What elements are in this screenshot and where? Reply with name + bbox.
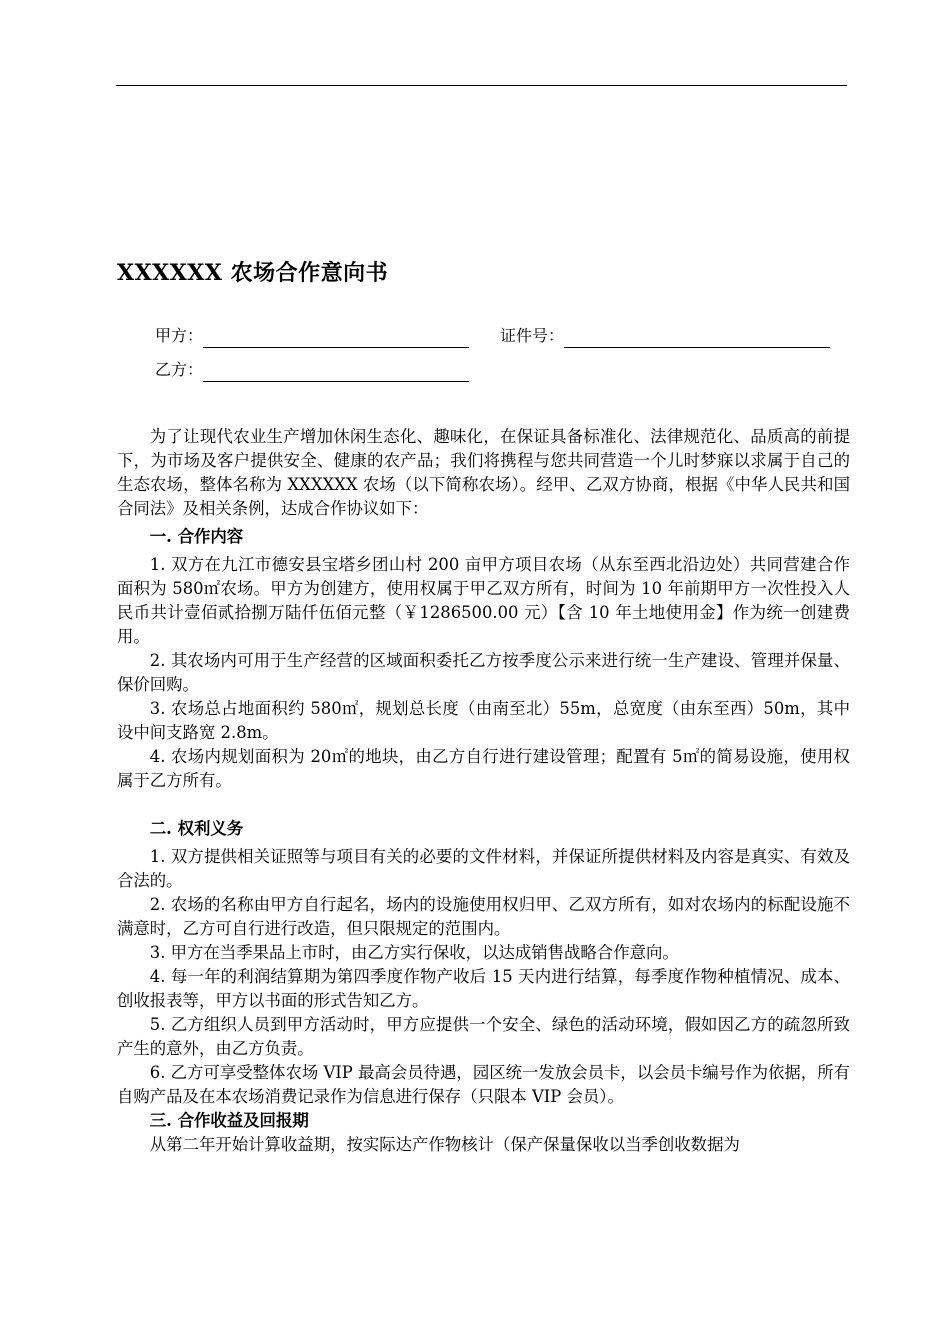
party-b-row [155, 358, 469, 382]
party-b-field[interactable] [203, 363, 469, 382]
section-3-heading: 三. 合作收益及回报期 [149, 1111, 309, 1130]
section-2-item: 4. 每一年的利润结算期为第四季度作物产收后 15 天内进行结算，每季度作物种植情况、成本、创收报表等，甲方以书面的形式告知乙方。 [117, 967, 850, 1010]
intro-paragraph: 为了让现代农业生产增加休闲生态化、趣味化，在保证具备标准化、法律规范化、品质高的前提下，为市场及客户提供安全、健康的农产品；我们将携程与您共同营造一个儿时梦寐以求属于自己的生态农场，整体名称为 XXXXXX 农场（以下简称农场）。经甲、乙双方协商，根据《中华人民共和国合同法》及相关条例，达成合作协议如下： [117, 427, 850, 518]
section-1-heading: 一. 合作内容 [149, 527, 244, 546]
section-2-item: 5. 乙方组织人员到甲方活动时，甲方应提供一个安全、绿色的活动环境，假如因乙方的疏忽所致产生的意外，由乙方负责。 [117, 1015, 850, 1058]
section-2-item: 6. 乙方可享受整体农场 VIP 最高会员待遇，园区统一发放会员卡，以会员卡编号作为依据，所有自购产品及在本农场消费记录作为信息进行保存（只限本 VIP 会员）。 [117, 1063, 850, 1106]
section-1-item: 2. 其农场内可用于生产经营的区域面积委托乙方按季度公示来进行统一生产建设、管理并保量、保价回购。 [117, 651, 850, 694]
party-a-field[interactable] [203, 329, 469, 348]
section-1-item: 4. 农场内规划面积为 20㎡的地块，由乙方自行进行建设管理；配置有 5㎡的简易设施，使用权属于乙方所有。 [117, 747, 850, 790]
id-number-label: 证件号： [500, 326, 565, 345]
section-2-item: 2. 农场的名称由甲方自行起名，场内的设施使用权归甲、乙双方所有，如对农场内的标配设施不满意时，乙方可自行进行改造，但只限规定的范围内。 [117, 895, 850, 938]
header-rule [116, 85, 847, 86]
section-1-item: 3. 农场总占地面积约 580㎡，规划总长度（由南至北）55m，总宽度（由东至西）50m，其中设中间支路宽 2.8m。 [117, 699, 850, 742]
id-number-row [500, 324, 830, 348]
section-2-item: 1. 双方提供相关证照等与项目有关的必要的文件材料，并保证所提供材料及内容是真实、有效及合法的。 [117, 847, 850, 890]
party-b-label: 乙方： [155, 360, 204, 379]
document-body [117, 425, 850, 1157]
section-1-item: 1. 双方在九江市德安县宝塔乡团山村 200 亩甲方项目农场（从东至西北沿边处）共同营建合作面积为 580㎡农场。甲方为创建方，使用权属于甲乙双方所有，时间为 10 年前期甲方一次性投入人民币共计壹佰贰拾捌万陆仟伍佰元整（￥1286500.00 元）【含 10 年土地使用金】作为统一创建费用。 [117, 555, 850, 646]
document-title: XXXXXX 农场合作意向书 [117, 260, 389, 286]
party-a-label: 甲方： [155, 326, 204, 345]
section-3-text: 从第二年开始计算收益期，按实际达产作物核计（保产保量保收以当季创收数据为 [149, 1135, 740, 1154]
section-2-heading: 二. 权利义务 [149, 819, 244, 838]
party-a-row [155, 324, 469, 348]
section-2-item: 3. 甲方在当季果品上市时，由乙方实行保收，以达成销售战略合作意向。 [149, 943, 679, 962]
id-number-field[interactable] [564, 329, 830, 348]
